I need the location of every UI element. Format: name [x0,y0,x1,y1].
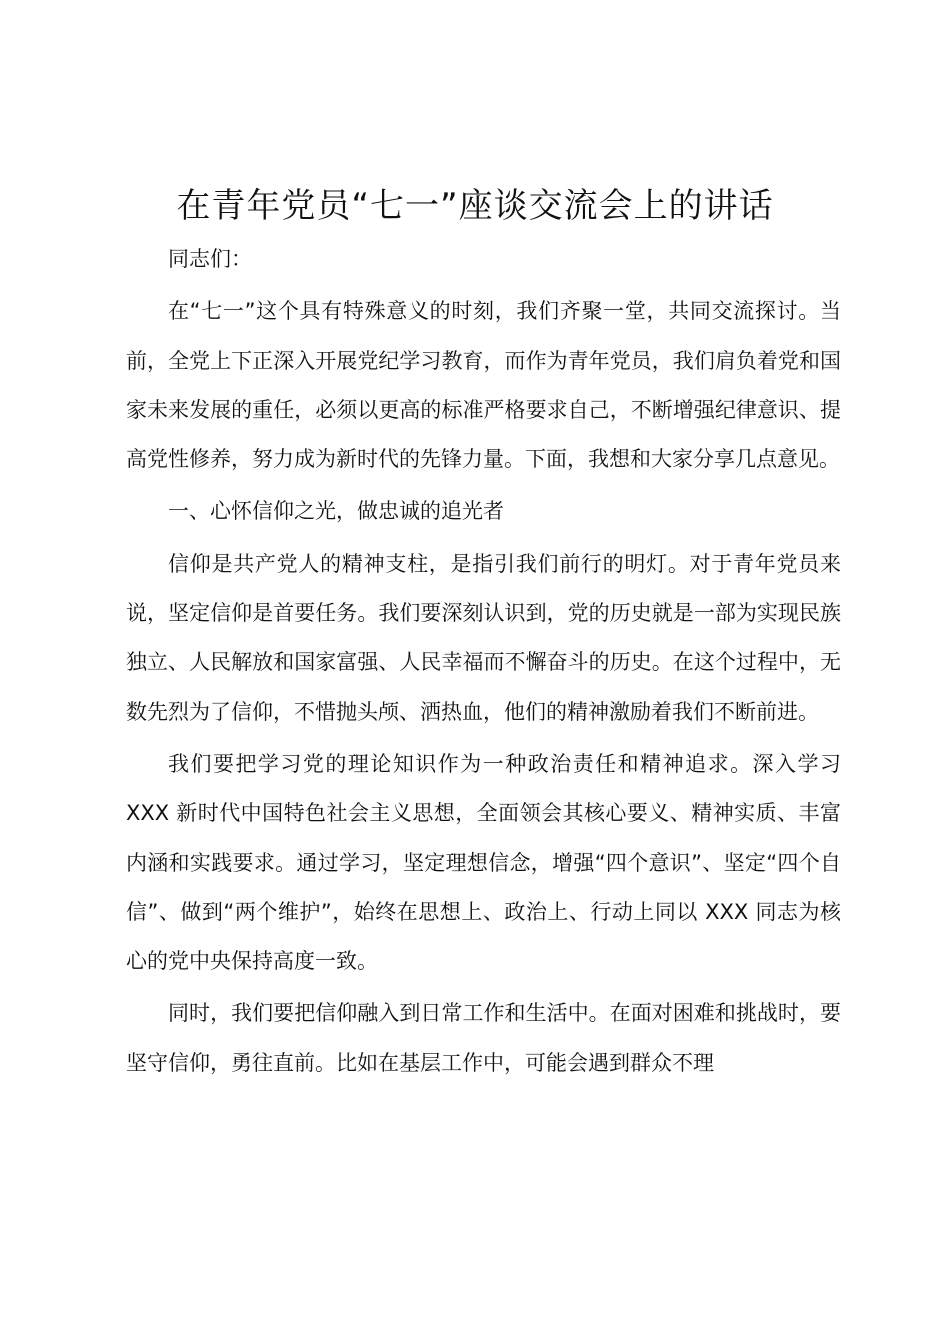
paragraph-study: 我们要把学习党的理论知识作为一种政治责任和精神追求。深入学习 XXX 新时代中国特色社会主义思想，全面领会其核心要义、精神实质、丰富内涵和实践要求。通过学习，坚定理想信念，增强“四个意识”、坚定“四个自信”、做到“两个维护”，始终在思想上、政治上、行动上同以 XXX 同志为核心的党中央保持高度一致。 [126,751,841,974]
document-title: 在青年党员“七一”座谈交流会上的讲话 [176,186,774,226]
paragraph-faith: 信仰是共产党人的精神支柱，是指引我们前行的明灯。对于青年党员来说，坚定信仰是首要任务。我们要深刻认识到，党的历史就是一部为实现民族独立、人民解放和国家富强、人民幸福而不懈奋斗的历史。在这个过程中，无数先烈为了信仰，不惜抛头颅、洒热血，他们的精神激励着我们不断前进。 [126,551,841,724]
salutation: 同志们： [168,247,252,271]
paragraph-intro: 在“七一”这个具有特殊意义的时刻，我们齐聚一堂，共同交流探讨。当前，全党上下正深入开展党纪学习教育，而作为青年党员，我们肩负着党和国家未来发展的重任，必须以更高的标准严格要求自己，不断增强纪律意识、提高党性修养，努力成为新时代的先锋力量。下面，我想和大家分享几点意见。 [126,299,841,472]
paragraph-practice: 同时，我们要把信仰融入到日常工作和生活中。在面对困难和挑战时，要坚守信仰，勇往直前。比如在基层工作中，可能会遇到群众不理 [126,1001,841,1075]
document-body [126,235,841,1091]
section-heading-1: 一、心怀信仰之光，做忠诚的追光者 [168,499,504,524]
